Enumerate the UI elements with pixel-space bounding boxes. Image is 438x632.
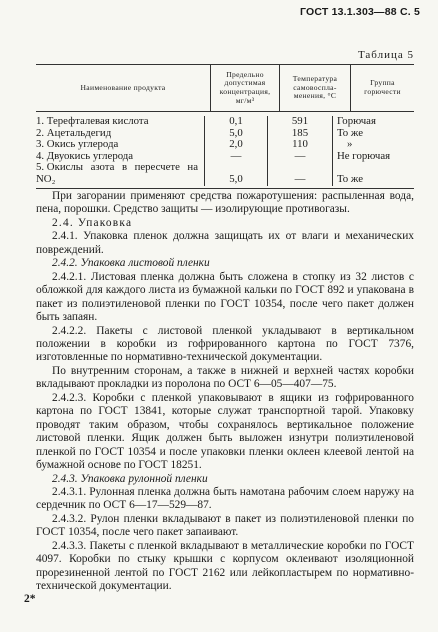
column-temperature bbox=[267, 116, 332, 186]
paragraph-2-4-2-3: 2.4.2.3. Коробки с пленкой упаковывают в ящики из гофрированного картона по ГОСТ 13841, которые служат транспортной тарой. Упаковку проводят таким образом, чтобы сохранялось вертикальное положение листовой пленки. Ящик должен быть выложен изнутри полиэтиленовой пленкой по ГОСТ 10354 и после упаковки пленки оклеен клеевой лентой на бумажной основе по ГОСТ 18251. bbox=[36, 391, 414, 472]
row-2-name: 2. Ацетальдегид bbox=[36, 126, 112, 139]
table-header-row bbox=[36, 65, 414, 112]
row-4-temp: — bbox=[294, 149, 306, 162]
row-3-name: 3. Окись углерода bbox=[36, 138, 119, 151]
row-5-name-line2: NO₂ bbox=[36, 172, 56, 185]
column-group bbox=[332, 116, 414, 186]
row-3-conc: 2,0 bbox=[229, 138, 243, 151]
page-header: ГОСТ 13.1.303—88 С. 5 bbox=[299, 6, 420, 18]
paragraph-2-4-2-1: 2.4.2.1. Листовая пленка должна быть сложена в стопку из 32 листов с обложкой для каждого листа из бумажной кальки по ГОСТ 892 и упакована в пакет из полиэтиленовой пленки по ГОСТ 10354, после чего пакет должен быть запаян. bbox=[36, 270, 414, 324]
row-1-name: 1. Терефталевая кислота bbox=[36, 115, 149, 127]
row-3-group: » bbox=[347, 138, 353, 151]
table-body bbox=[36, 112, 414, 188]
paragraph-2-4-2-2-b: По внутренним сторонам, а также в нижней и верхней частях коробки вкладывают прокладки из поролона по ОСТ 6—05—407—75. bbox=[36, 364, 414, 391]
body-text bbox=[36, 190, 414, 594]
column-concentration bbox=[204, 116, 267, 186]
row-5-conc: 5,0 bbox=[229, 172, 243, 185]
row-5-word-d: пересчете bbox=[134, 161, 180, 174]
page-footer-mark: 2* bbox=[24, 593, 36, 605]
row-1-temp: 591 bbox=[291, 115, 309, 127]
row-5-word-c: в bbox=[121, 161, 128, 174]
row-5-word-e: на bbox=[187, 161, 198, 174]
heading-2-4: 2.4. Упаковка bbox=[52, 216, 133, 229]
row-1-group: Горючая bbox=[337, 115, 376, 127]
row-1-conc: 0,1 bbox=[229, 115, 243, 127]
row-5-temp: — bbox=[294, 172, 306, 185]
header-concentration: Предельно допустимая концентрация, мг/м³ bbox=[210, 65, 279, 111]
row-2-conc: 5,0 bbox=[229, 126, 243, 139]
header-group: Группа горючести bbox=[350, 65, 414, 111]
column-names bbox=[36, 116, 204, 186]
row-5-word-b: азота bbox=[90, 161, 115, 174]
product-table bbox=[36, 64, 414, 189]
table-title: Таблица 5 bbox=[357, 49, 414, 61]
heading-2-4-2: 2.4.2. Упаковка листовой пленки bbox=[52, 257, 210, 270]
header-temperature: Температура самовоспла-менения, °С bbox=[279, 65, 350, 111]
row-4-conc: — bbox=[230, 149, 242, 162]
header-name: Наименование продукта bbox=[80, 82, 166, 92]
row-4-group: Не горючая bbox=[337, 149, 391, 162]
row-2-temp: 185 bbox=[291, 126, 309, 139]
paragraph-fire-extinguishing: При загорании применяют средства пожаротушения: распыленная вода, пена, порошки. Средство защиты — изолирующие противогазы. bbox=[36, 190, 414, 216]
row-5-word-a: 5. Окислы bbox=[36, 161, 84, 174]
paragraph-2-4-2-2: 2.4.2.2. Пакеты с листовой пленкой укладывают в вертикальном положении в коробки из гофрированного картона по ГОСТ 7376, изготовленные по нормативно-технической документации. bbox=[36, 324, 414, 364]
paragraph-2-4-3-2: 2.4.3.2. Рулон пленки вкладывают в пакет из полиэтиленовой пленки по ГОСТ 10354, после чего пакет запаивают. bbox=[36, 512, 414, 539]
row-3-temp: 110 bbox=[292, 138, 308, 151]
paragraph-2-4-1: 2.4.1. Упаковка пленок должна защищать их от влаги и механических повреждений. bbox=[36, 230, 414, 256]
paragraph-2-4-3-3: 2.4.3.3. Пакеты с пленкой вкладывают в металлические коробки по ГОСТ 4097. Коробки по стыку крышки с корпусом оклеивают изоляционной прорезиненной лентой по ГОСТ 2162 или лейкопластырем по нормативно-технической документации. bbox=[36, 539, 414, 593]
row-2-group: То же bbox=[337, 126, 363, 139]
row-5-group: То же bbox=[337, 172, 363, 185]
row-5-name bbox=[36, 162, 204, 174]
heading-2-4-3: 2.4.3. Упаковка рулонной пленки bbox=[52, 472, 208, 485]
row-4-name: 4. Двуокись углерода bbox=[36, 149, 134, 162]
paragraph-2-4-3-1: 2.4.3.1. Рулонная пленка должна быть намотана рабочим слоем наружу на сердечник по ОСТ 6—17—529—87. bbox=[36, 485, 414, 512]
